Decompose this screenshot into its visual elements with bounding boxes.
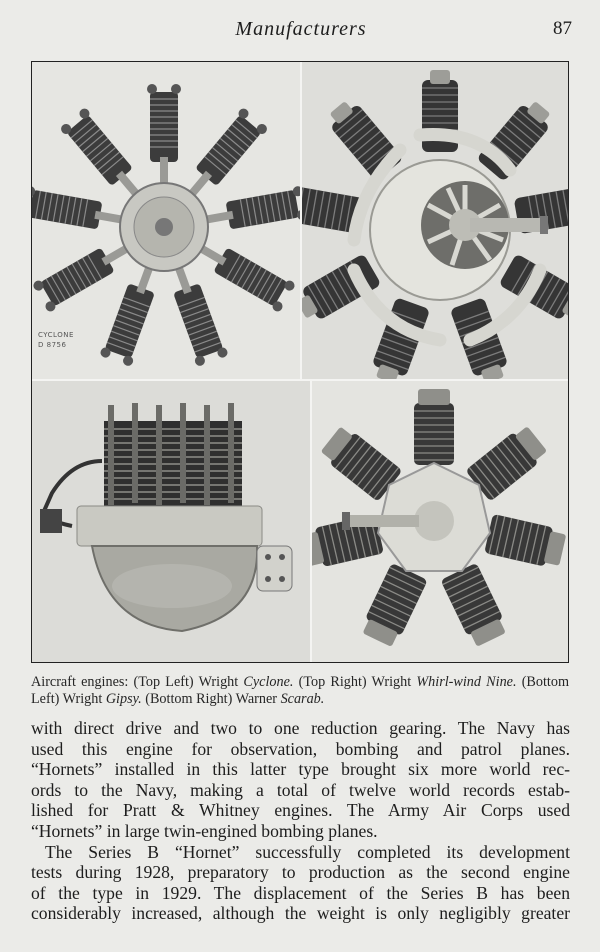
text-line: with direct drive and two to one reduction gearing. The Navy has [31, 718, 570, 738]
text-line: ords to the Navy, making a total of twelve world records estab- [31, 779, 570, 800]
text-line: The Series B “Hornet” successfully completed its development [45, 841, 570, 862]
whirlwind-engine-illustration [302, 62, 568, 379]
photo-wright-cyclone [32, 62, 300, 379]
running-title: Manufacturers [235, 18, 367, 40]
gipsy-engine-illustration [32, 381, 310, 662]
text-line: “Hornets” in large twin-engined bombing planes. [31, 820, 378, 841]
page-number: 87 [553, 18, 572, 39]
text-line: “Hornets” installed in this latter type brought six more world rec- [31, 759, 570, 780]
text-line: tests during 1928, preparatory to production as the second engine [31, 862, 570, 883]
text-line: used this engine for observation, bombing and patrol planes. [31, 738, 570, 759]
photo-warner-scarab [312, 381, 568, 662]
text-line: considerably increased, although the weight is only negligibly greater [31, 903, 570, 924]
body-text [31, 718, 570, 924]
text-line: lished for Pratt & Whitney engines. The Army Air Corps used [31, 800, 570, 821]
photo-wright-whirlwind [302, 62, 568, 379]
photo-stamp: CYCLONE D 8756 [38, 331, 74, 349]
photo-wright-gipsy [32, 381, 310, 662]
scarab-engine-illustration [312, 381, 568, 662]
text-line: of the type in 1929. The displacement of the Series B has been [31, 882, 570, 903]
running-head [30, 18, 572, 48]
figure-caption: Aircraft engines: (Top Left) Wright Cyclone. (Top Right) Wright Whirl-wind Nine. (Bottom Left) Wright Gipsy. (Bottom Right) Warner Scarab. [31, 674, 570, 707]
engine-photo-figure [31, 61, 569, 663]
